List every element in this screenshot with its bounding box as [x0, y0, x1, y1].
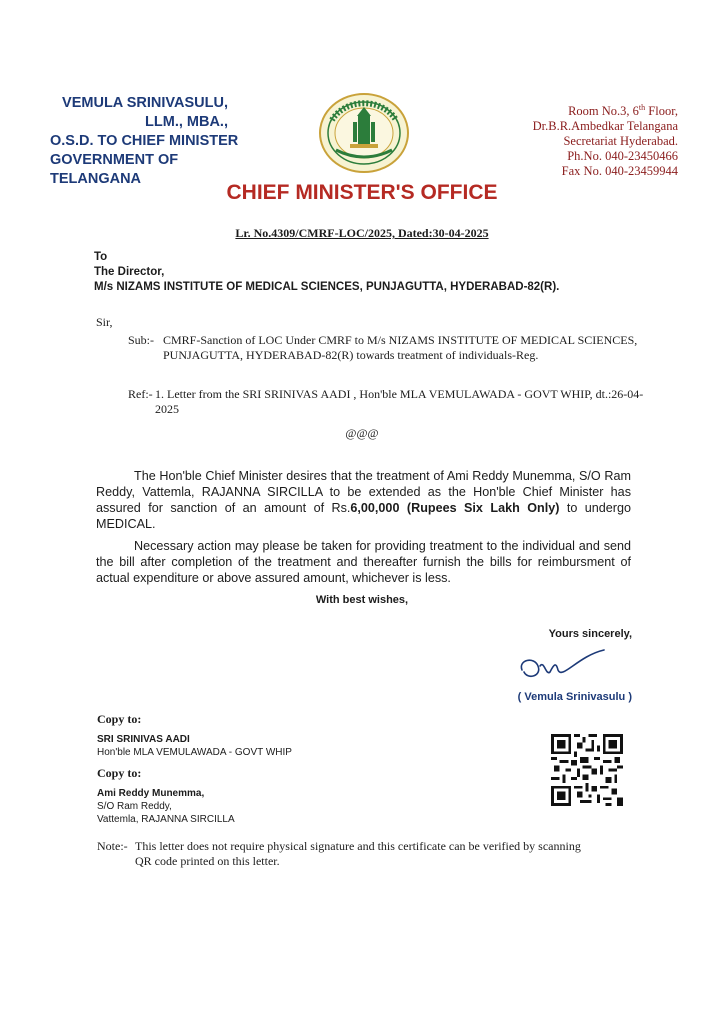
ref-text: 1. Letter from the SRI SRINIVAS AADI , Hon'ble MLA VEMULAWADA - GOVT WHIP, dt.:26-04-2025 [155, 387, 644, 416]
body-paragraph-2: Necessary action may please be taken for providing treatment to the individual and send the bill after completion of the treatment and thereafter furnish the bills for reimbursment of actual expenditure or above assured amount, whichever is less. [96, 539, 631, 585]
address-room: Room No.3, 6th Floor, [568, 103, 678, 119]
recipient-block [94, 250, 559, 295]
qr-code-icon [551, 734, 623, 806]
separator-mark: @@@ [345, 426, 379, 440]
signatory-name: ( Vemula Srinivasulu ) [517, 691, 632, 703]
telangana-seal-icon [318, 92, 410, 174]
copy-recipient-2-line: S/O Ram Reddy, [97, 801, 172, 812]
copy-recipient-2-line: Vattemla, RAJANNA SIRCILLA [97, 814, 235, 825]
subject-label: Sub:- [128, 333, 155, 347]
copy-recipient-2 [97, 787, 235, 826]
osd-name: VEMULA SRINIVASULU, [62, 95, 228, 111]
verification-note [97, 839, 597, 869]
copy-recipient-1-designation: Hon'ble MLA VEMULAWADA - GOVT WHIP [97, 747, 292, 758]
address-phone: Ph.No. 040-23450466 [567, 149, 678, 164]
yours-sincerely: Yours sincerely, [548, 628, 632, 640]
osd-designation: O.S.D. TO CHIEF MINISTER [50, 133, 239, 149]
copy-recipient-1 [97, 733, 292, 759]
copy-to-heading: Copy to: [97, 766, 142, 780]
osd-degree: LLM., MBA., [145, 114, 228, 130]
subject-text: CMRF-Sanction of LOC Under CMRF to M/s NIZAMS INSTITUTE OF MEDICAL SCIENCES, PUNJAGUTTA, HYDERABAD-82(R) towards treatment of individuals-Reg. [163, 333, 638, 362]
osd-government: GOVERNMENT OF TELANGANA [50, 152, 179, 187]
address-line: Secretariat Hyderabad. [563, 134, 678, 149]
recipient-title: The Director, [94, 266, 165, 278]
closing-wishes: With best wishes, [315, 594, 409, 606]
ref-label: Ref:- [128, 387, 153, 401]
office-address [478, 100, 678, 179]
subject-block [128, 333, 648, 363]
note-text: This letter does not require physical signature and this certificate can be verified by scanning QR code printed on this letter. [135, 839, 581, 868]
copy-recipient-1-name: SRI SRINIVAS AADI [97, 734, 190, 745]
recipient-to: To [94, 251, 108, 263]
note-label: Note:- [97, 839, 128, 853]
copy-recipient-2-name: Ami Reddy Munemma, [97, 788, 205, 799]
address-fax: Fax No. 040-23459944 [561, 164, 678, 179]
osd-block [50, 94, 270, 189]
salutation: Sir, [96, 315, 113, 329]
copy-to-heading: Copy to: [97, 712, 142, 726]
sanction-amount: 6,00,000 [350, 501, 400, 515]
address-line: Dr.B.R.Ambedkar Telangana [532, 119, 678, 134]
body-paragraph-1: The Hon'ble Chief Minister desires that the treatment of Ami Reddy Munemma, S/O Ram Reddy, Vattemla, RAJANNA SIRCILLA to be extended as the Hon'ble Chief Minister has assured for sanction of an amount of Rs.6,00,000 (Rupees Six Lakh Only) to undergo MEDICAL. [96, 469, 632, 531]
signature-icon [516, 646, 616, 688]
reference-block [128, 387, 648, 417]
letter-reference-number: Lr. No.4309/CMRF-LOC/2025, Dated:30-04-2025 [235, 226, 489, 240]
sanction-amount-words: (Rupees Six Lakh Only) [406, 501, 560, 515]
office-title: CHIEF MINISTER'S OFFICE [226, 181, 498, 204]
recipient-institution: M/s NIZAMS INSTITUTE OF MEDICAL SCIENCES, PUNJAGUTTA, HYDERABAD-82(R). [94, 281, 560, 293]
